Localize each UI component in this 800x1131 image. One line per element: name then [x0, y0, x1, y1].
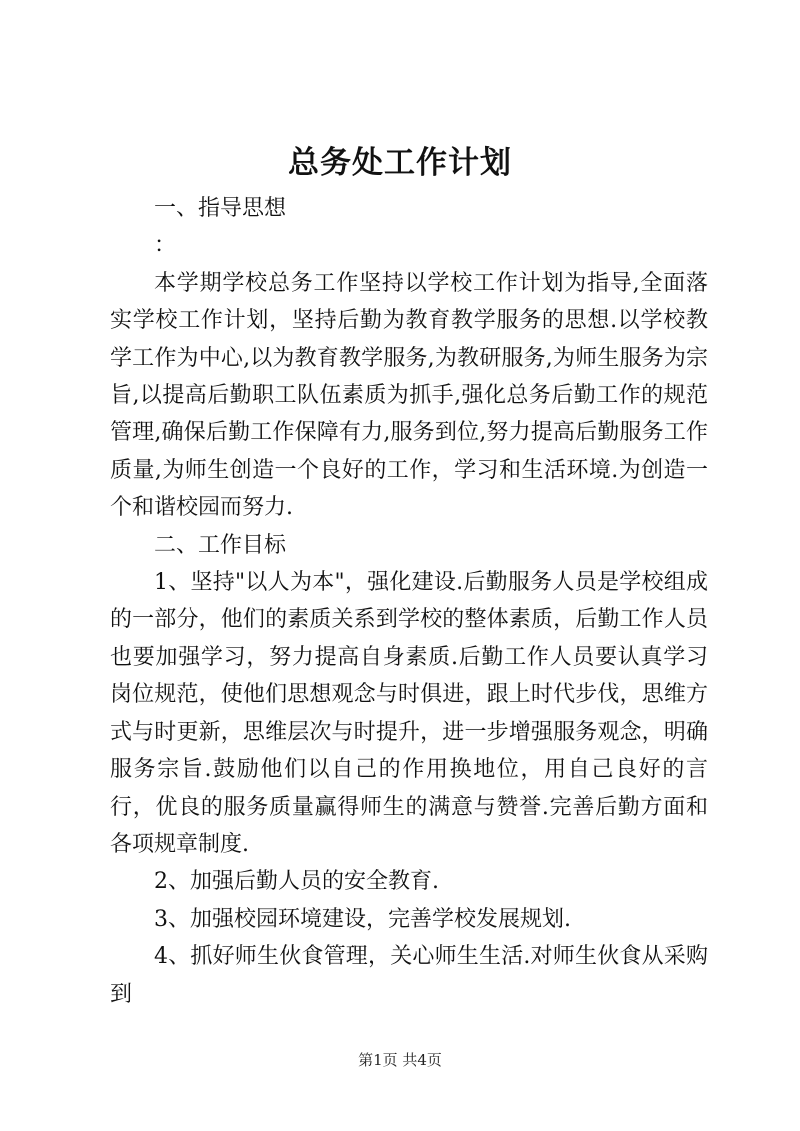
section-heading-work-goals: 二、工作目标: [154, 532, 287, 558]
goal-item-4: 4、抓好师生伙食管理，关心师生生活.对师生伙食从采购到: [110, 944, 708, 1007]
page-number-footer: 第1页 共4页: [358, 1051, 442, 1069]
document-title: 总务处工作计划: [288, 145, 512, 181]
goal-item-2: 2、加强后勤人员的安全教育.: [154, 869, 439, 895]
paragraph-guiding-ideology: 本学期学校总务工作坚持以学校工作计划为指导,全面落实学校工作计划，坚持后勤为教育教学服务的思想.以学校教学工作为中心,以为教育教学服务,为教研服务,为师生服务为宗旨,以提高后勤职工队伍素质为抓手,强化总务后勤工作的规范管理,确保后勤工作保障有力,服务到位,努力提高后勤服务工作质量,为师生创造一个良好的工作，学习和生活环境.为创造一个和谐校园而努力.: [110, 270, 708, 521]
goal-item-3: 3、加强校园环境建设，完善学校发展规划.: [154, 906, 571, 932]
colon-line: ：: [154, 233, 177, 259]
goal-item-1: 1、坚持"以人为本"，强化建设.后勤服务人员是学校组成的一部分，他们的素质关系到学校的整体素质，后勤工作人员也要加强学习，努力提高自身素质.后勤工作人员要认真学习岗位规范，使他们思想观念与时俱进，跟上时代步伐，思维方式与时更新，思维层次与时提升，进一步增强服务观念，明确服务宗旨.鼓励他们以自己的作用换地位，用自己良好的言行，优良的服务质量赢得师生的满意与赞誉.完善后勤方面和各项规章制度.: [110, 570, 708, 857]
section-heading-guiding-ideology: 一、指导思想: [154, 196, 287, 221]
document-body: [110, 190, 708, 1013]
